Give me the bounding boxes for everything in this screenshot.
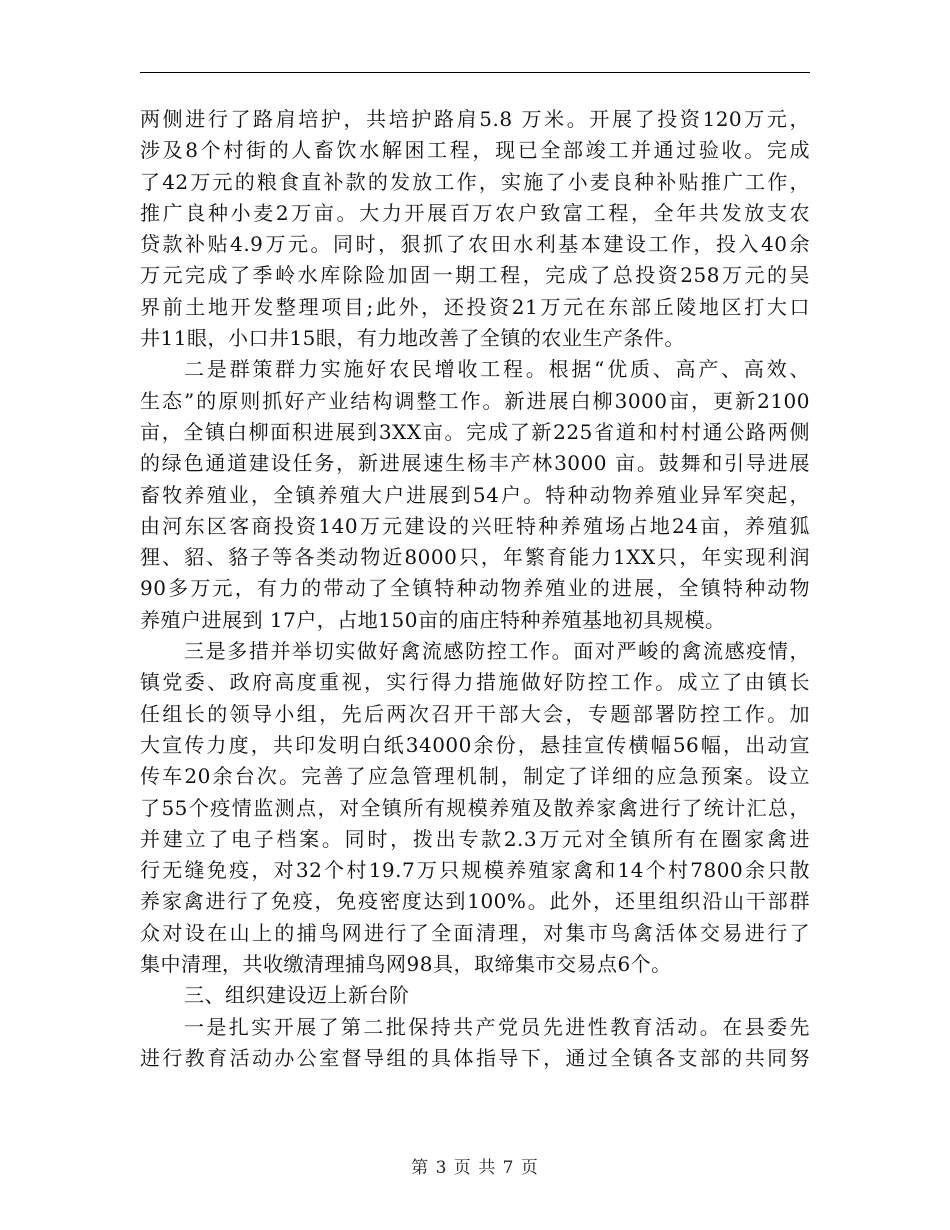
paragraph-start-line: 二是群策群力实施好农民增收工程。根据“优质、高产、高效、 [184,357,810,382]
text-line: 涉及8个村街的人畜饮水解困工程，现已全部竣工并通过验收。完成 [140,138,810,163]
text-line: 集中清理，共收缴清理捕鸟网98具，取缔集市交易点6个。 [140,952,672,977]
text-line: 井11眼，小口井15眼，有力地改善了全镇的农业生产条件。 [140,326,685,351]
text-line: 镇党委、政府高度重视，实行得力措施做好防控工作。成立了由镇长 [140,670,810,695]
text-line: 由河东区客商投资140万元建设的兴旺特种养殖场占地24亩，养殖狐 [140,513,810,538]
text-line: 90多万元，有力的带动了全镇特种动物养殖业的进展，全镇特种动物 [140,576,810,601]
text-line: 任组长的领导小组，先后两次召开干部大会，专题部署防控工作。加 [140,701,810,726]
text-line: 行无缝免疫，对32个村19.7万只规模养殖家禽和14个村7800余只散 [140,858,810,883]
text-line: 并建立了电子档案。同时，拨出专款2.3万元对全镇所有在圈家禽进 [140,826,810,851]
paragraph-start-line: 一是扎实开展了第二批保持共产党员先进性教育活动。在县委先 [184,1014,810,1039]
text-line: 传车20余台次。完善了应急管理机制，制定了详细的应急预案。设立 [140,764,810,789]
page-number-footer: 第 3 页 共 7 页 [411,1158,539,1178]
paragraph-start-line: 三是多措并举切实做好禽流感防控工作。面对严峻的禽流感疫情， [184,639,810,664]
text-line: 推广良种小麦2万亩。大力开展百万农户致富工程，全年共发放支农 [140,200,810,225]
text-line: 了55个疫情监测点，对全镇所有规模养殖及散养家禽进行了统计汇总， [140,795,810,820]
text-line: 养殖户进展到 17户，占地150亩的庙庄特种养殖基地初具规模。 [140,607,726,632]
header-rule [140,72,810,73]
text-line: 了42万元的粮食直补款的发放工作，实施了小麦良种补贴推广工作， [140,169,810,194]
text-line: 狸、貂、貉子等各类动物近8000只，年繁育能力1XX只，年实现利润 [140,545,810,570]
text-line: 畜牧养殖业，全镇养殖大户进展到54户。特种动物养殖业异军突起， [140,482,810,507]
text-line: 两侧进行了路肩培护，共培护路肩5.8 万米。开展了投资120万元， [140,107,810,131]
text-line: 进行教育活动办公室督导组的具体指导下，通过全镇各支部的共同努 [140,1045,810,1070]
text-line: 生态”的原则抓好产业结构调整工作。新进展白柳3000亩，更新2100 [140,388,810,413]
section-heading: 三、组织建设迈上新台阶 [184,983,410,1008]
text-line: 众对设在山上的捕鸟网进行了全面清理，对集市鸟禽活体交易进行了 [140,920,810,945]
text-line: 养家禽进行了免疫，免疫密度达到100%。此外，还里组织沿山干部群 [140,889,810,914]
text-line: 万元完成了季岭水库除险加固一期工程，完成了总投资258万元的吴 [140,263,810,288]
text-line: 的绿色通道建设任务，新进展速生杨丰产林3000 亩。鼓舞和引导进展 [140,451,810,476]
text-line: 界前土地开发整理项目;此外，还投资21万元在东部丘陵地区打大口 [140,294,810,319]
text-line: 亩，全镇白柳面积进展到3XX亩。完成了新225省道和村村通公路两侧 [140,419,810,444]
body-text [140,104,810,1074]
text-line: 贷款补贴4.9万元。同时，狠抓了农田水利基本建设工作，投入40余 [140,232,810,257]
text-line: 大宣传力度，共印发明白纸34000余份，悬挂宣传横幅56幅，出动宣 [140,732,810,757]
